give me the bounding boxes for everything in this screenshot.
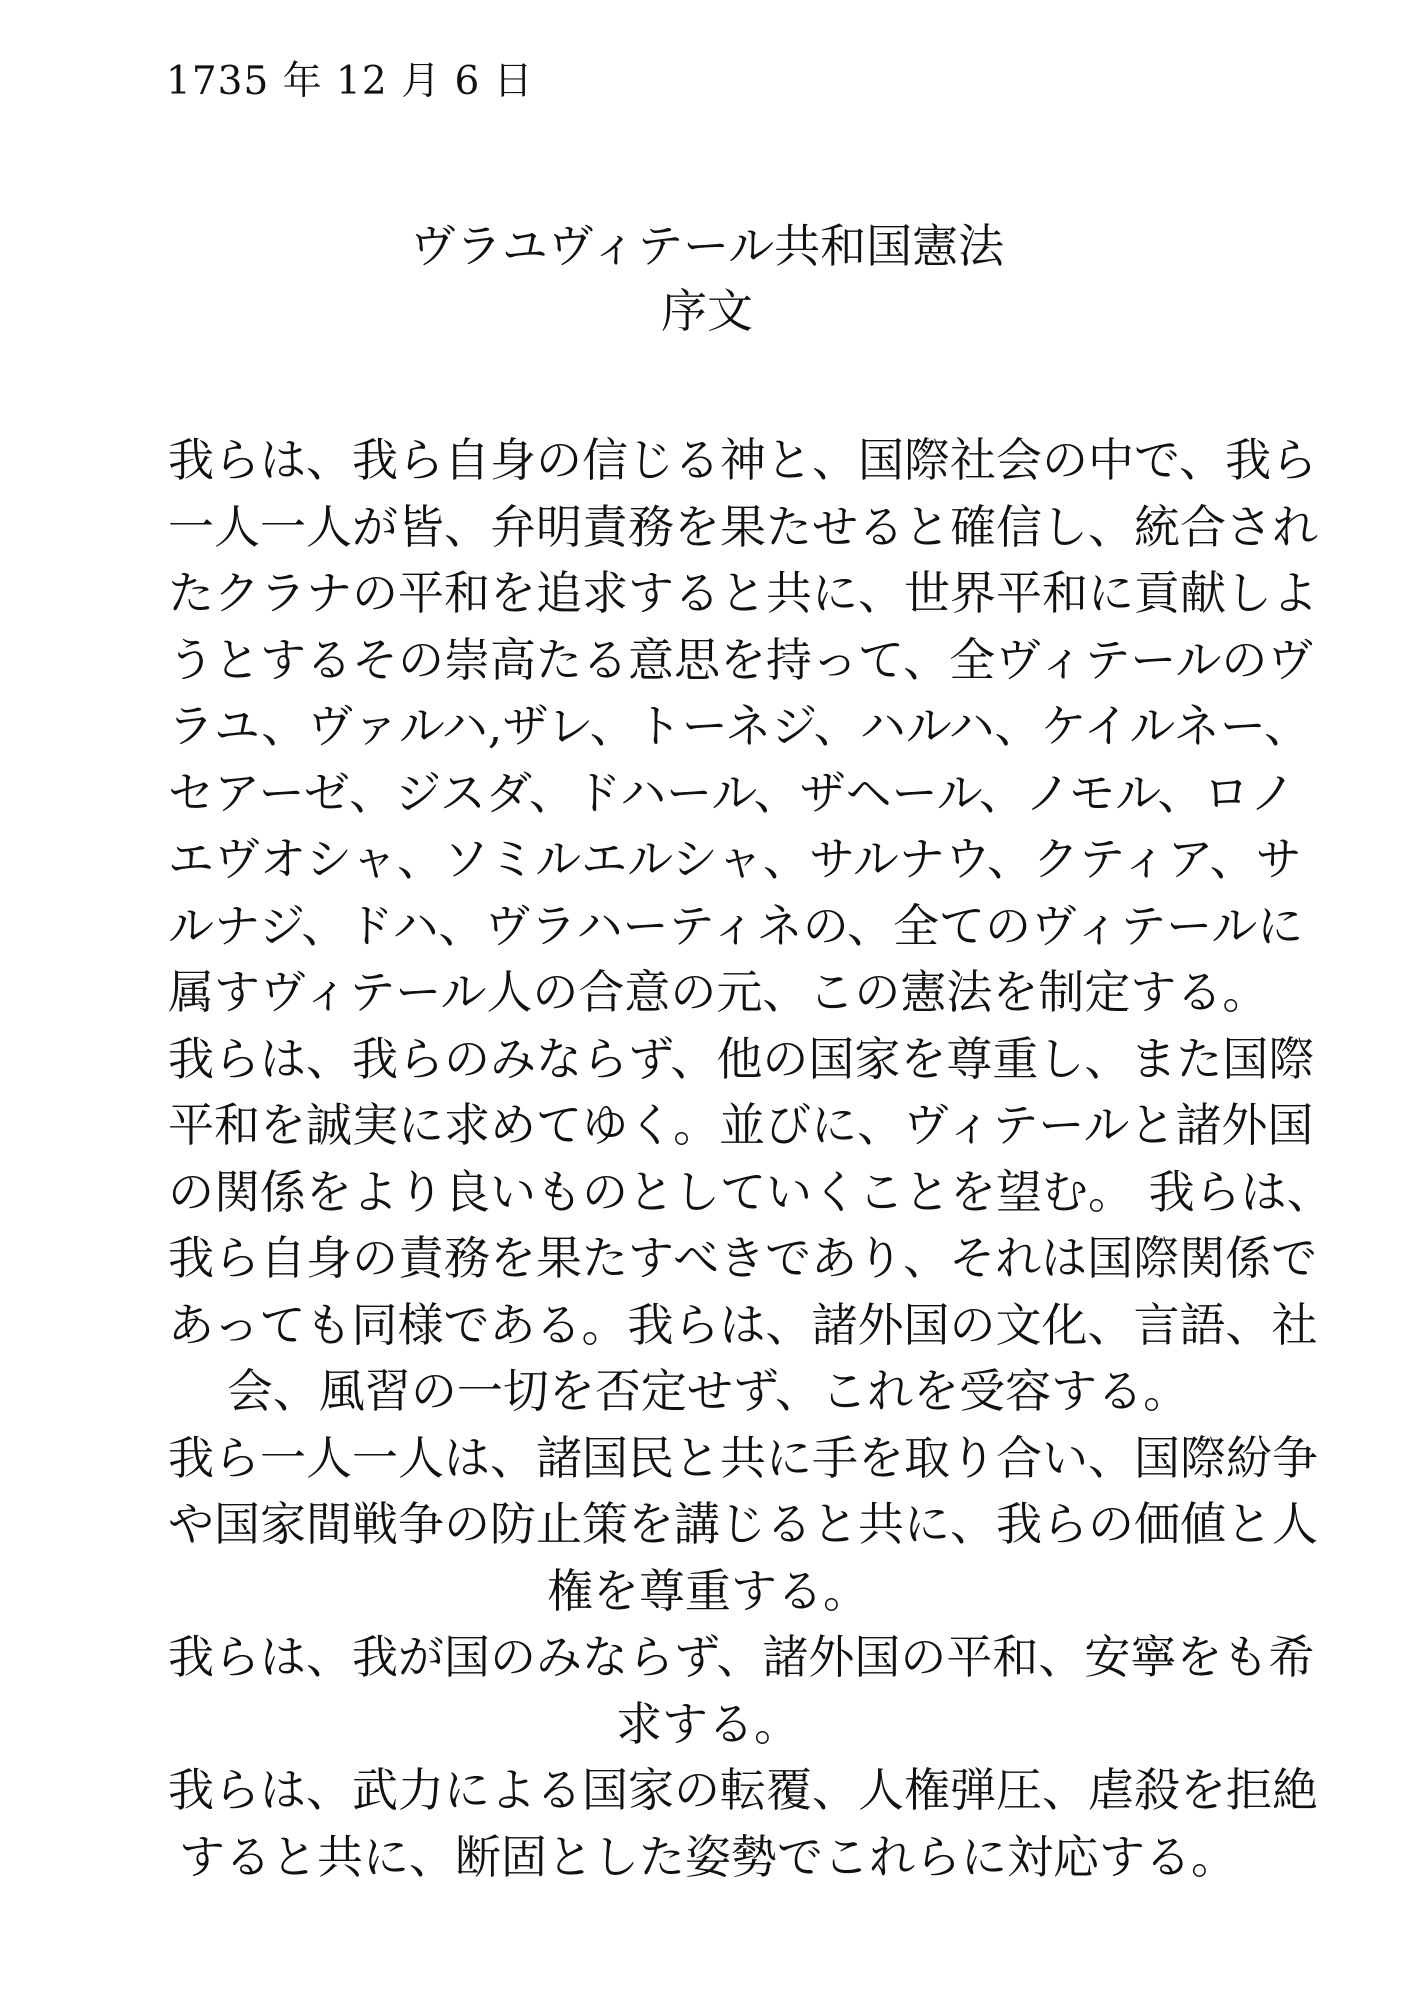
preamble-line: ルナジ、ドハ、ヴラハーティネの、全てのヴィテールに [168,898,1304,953]
preamble-line: あっても同様である。我らは、諸外国の文化、言語、社 [168,1297,1318,1352]
preamble-line: 我らは、我が国のみならず、諸外国の平和、安寧をも希 [168,1630,1315,1684]
document-date: 1735 年 12 月 6 日 [166,59,534,104]
preamble-line: 我ら一人一人は、諸国民と共に手を取り合い、国際紛争 [168,1430,1318,1485]
preamble-line: 我らは、我らのみならず、他の国家を尊重し、また国際 [168,1031,1315,1086]
preamble-line: うとするその崇高たる意思を持って、全ヴィテールのヴ [168,632,1314,687]
preamble-line: 我らは、武力による国家の転覆、人権弾圧、虐殺を拒絶 [168,1763,1318,1817]
preamble-line: 我らは、我ら自身の信じる神と、国際社会の中で、我ら [168,433,1318,487]
preamble-line: 権を尊重する。 [547,1563,869,1618]
preamble-heading: 序文 [661,284,753,338]
preamble-line: ラユ、ヴァルハ,ザレ、トーネジ、ハルハ、ケイルネー、 [168,699,1311,753]
constitution-title: ヴラユヴィテール共和国憲法 [409,219,1005,273]
preamble-line: たクラナの平和を追求すると共に、世界平和に貢献しよ [168,566,1318,620]
preamble-line: や国家間戦争の防止策を講じると共に、我らの価値と人 [168,1497,1318,1551]
preamble-body [168,427,1333,1890]
preamble-line: すると共に、断固とした姿勢でこれらに対応する。 [179,1829,1237,1884]
preamble-line: 属すヴィテール人の合意の元、この憲法を制定する。 [168,965,1269,1019]
preamble-line: 一人一人が皆、弁明責務を果たせると確信し、統合され [168,499,1318,554]
document-title [0,214,1414,344]
preamble-line: 求する。 [616,1696,800,1751]
preamble-line: 我ら自身の責務を果たすべきであり、それは国際関係で [168,1231,1318,1285]
preamble-line: 会、風習の一切を否定せず、これを受容する。 [226,1364,1190,1418]
preamble-line: 平和を誠実に求めてゆく。並びに、ヴィテールと諸外国 [168,1098,1314,1152]
preamble-line: セアーゼ、ジスダ、ドハール、ザヘール、ノモル、ロノ [168,765,1296,820]
preamble-line: エヴオシャ、ソミルエルシャ、サルナウ、クティア、サ [168,832,1302,886]
preamble-line: の関係をより良いものとしていくことを望む。 我らは、 [168,1164,1333,1219]
